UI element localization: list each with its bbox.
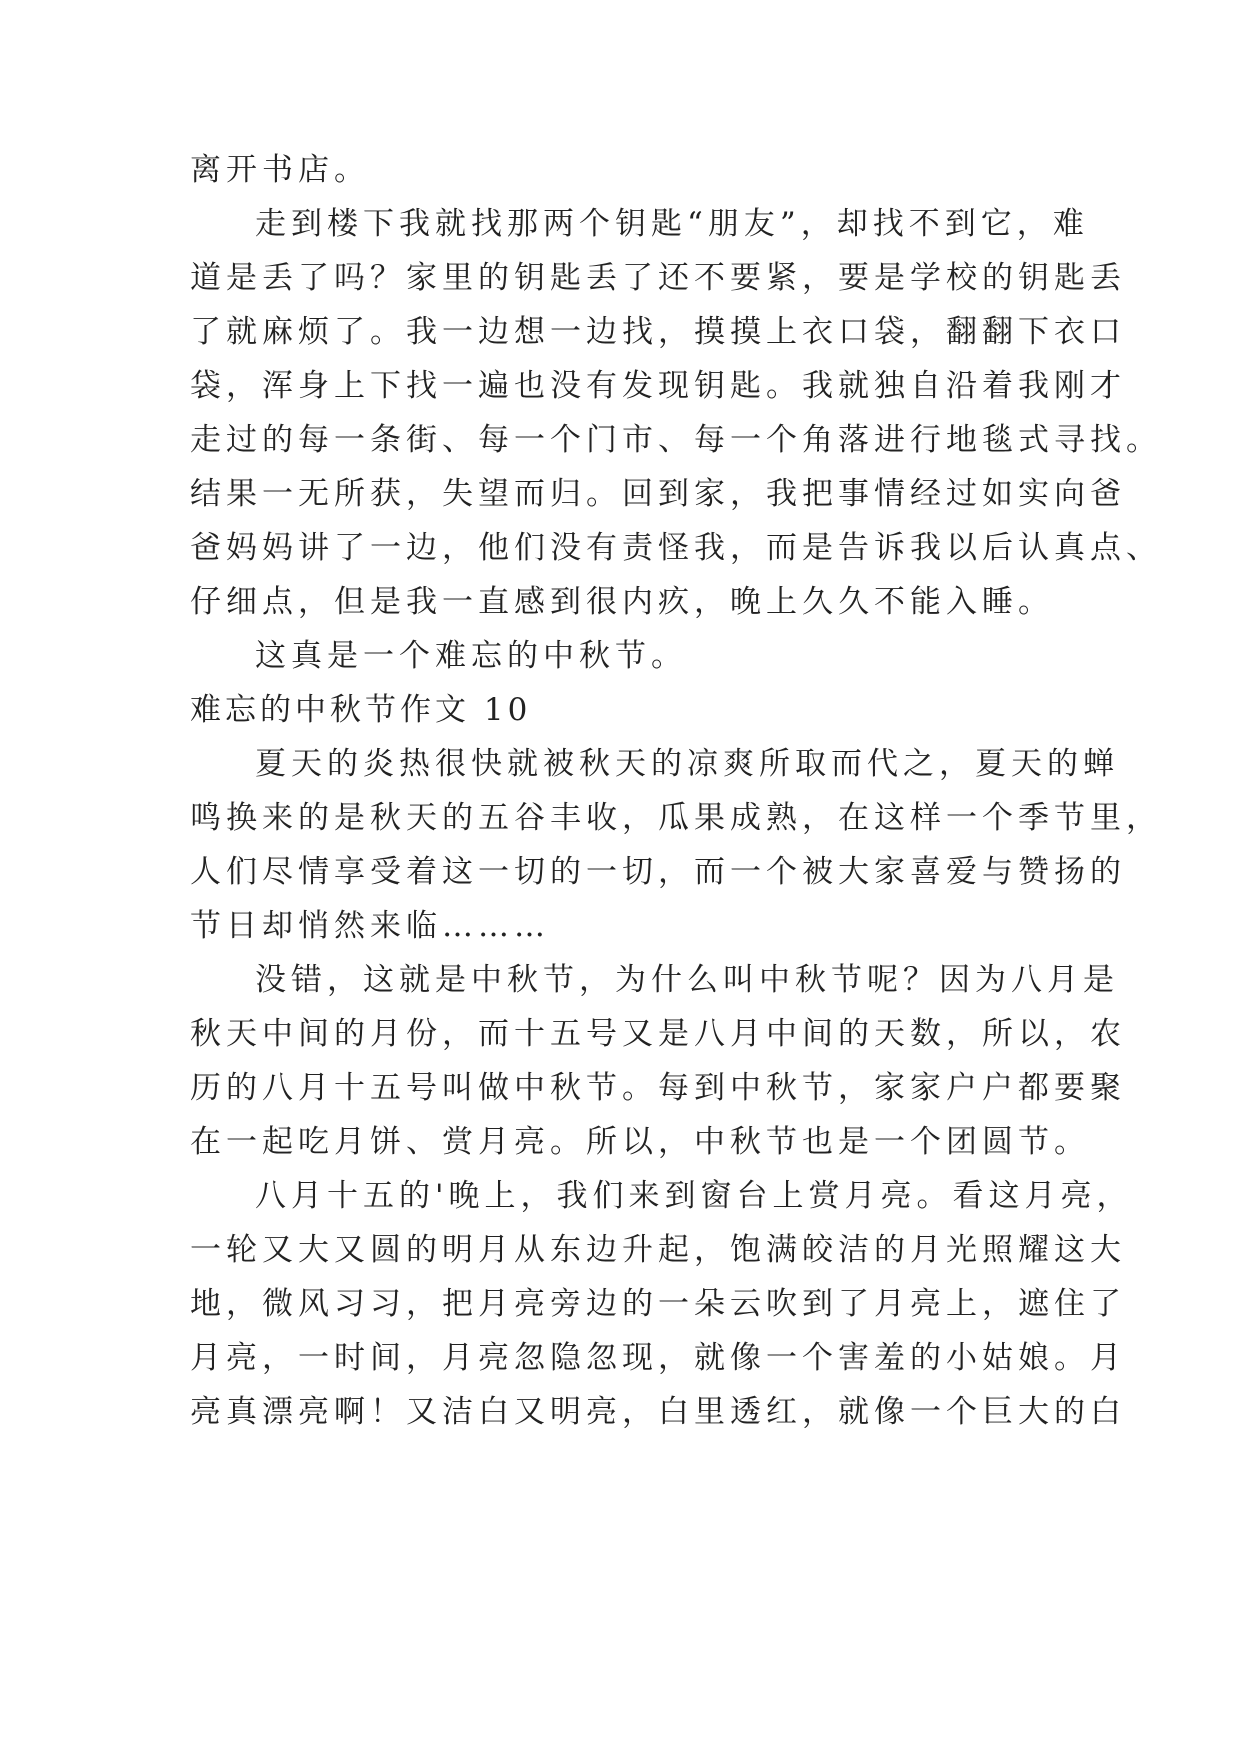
text-line: 历的八月十五号叫做中秋节。每到中秋节，家家户户都要聚: [190, 1070, 1126, 1106]
text-line: 秋天中间的月份，而十五号又是八月中间的天数，所以，农: [190, 1016, 1126, 1052]
paragraph-start: 没错，这就是中秋节，为什么叫中秋节呢？因为八月是: [255, 962, 1119, 998]
paragraph-start: 夏天的炎热很快就被秋天的凉爽所取而代之，夏天的蝉: [255, 746, 1119, 782]
text-line: 结果一无所获，失望而归。回到家，我把事情经过如实向爸: [190, 476, 1126, 512]
text-line: 一轮又大又圆的明月从东边升起，饱满皎洁的月光照耀这大: [190, 1232, 1126, 1268]
text-line: 在一起吃月饼、赏月亮。所以，中秋节也是一个团圆节。: [190, 1124, 1090, 1160]
text-line: 鸣换来的是秋天的五谷丰收，瓜果成熟，在这样一个季节里，: [190, 800, 1162, 836]
text-line: 地，微风习习，把月亮旁边的一朵云吹到了月亮上，遮住了: [190, 1286, 1126, 1322]
text-line: 亮真漂亮啊！又洁白又明亮，白里透红，就像一个巨大的白: [190, 1394, 1126, 1430]
section-heading: 难忘的中秋节作文 10: [190, 692, 532, 728]
text-line: 离开书店。: [190, 152, 370, 188]
text-line: 仔细点，但是我一直感到很内疚，晚上久久不能入睡。: [190, 584, 1054, 620]
text-line: 了就麻烦了。我一边想一边找，摸摸上衣口袋，翻翻下衣口: [190, 314, 1126, 350]
text-line: 爸妈妈讲了一边，他们没有责怪我，而是告诉我以后认真点、: [190, 530, 1162, 566]
text-line: 走过的每一条街、每一个门市、每一个角落进行地毯式寻找。: [190, 422, 1162, 458]
paragraph-start: 走到楼下我就找那两个钥匙“朋友”，却找不到它，难: [255, 206, 1089, 242]
paragraph-start: 这真是一个难忘的中秋节。: [255, 638, 687, 674]
text-line: 袋，浑身上下找一遍也没有发现钥匙。我就独自沿着我刚才: [190, 368, 1126, 404]
text-line: 月亮，一时间，月亮忽隐忽现，就像一个害羞的小姑娘。月: [190, 1340, 1126, 1376]
text-line: 人们尽情享受着这一切的一切，而一个被大家喜爱与赞扬的: [190, 854, 1126, 890]
text-line: 节日却悄然来临………: [190, 908, 550, 944]
text-line: 道是丢了吗？家里的钥匙丢了还不要紧，要是学校的钥匙丢: [190, 260, 1126, 296]
paragraph-start: 八月十五的'晚上，我们来到窗台上赏月亮。看这月亮，: [255, 1178, 1133, 1214]
